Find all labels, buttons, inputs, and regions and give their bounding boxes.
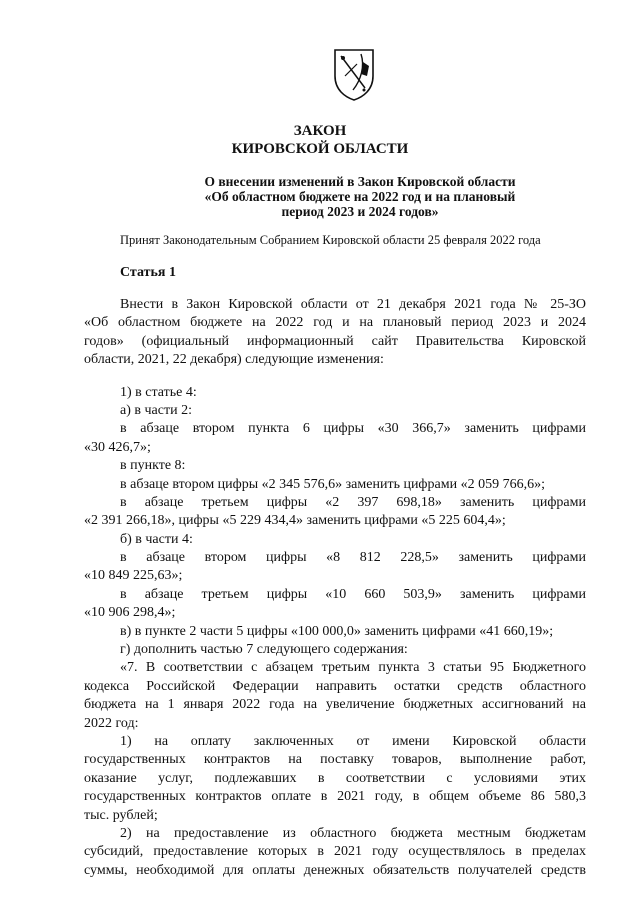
text-line: а) в части 2:	[120, 402, 192, 418]
coat-of-arms-icon	[331, 46, 377, 102]
text-line: в абзаце третьем цифры «2 397 698,18» заменить цифрами	[120, 494, 586, 510]
text-line: «10 906 298,4»;	[84, 605, 176, 621]
text-line: бюджета на 1 января 2022 года на увеличение бюджетных ассигнований на	[84, 697, 586, 713]
document-body	[84, 296, 586, 880]
law-title: ЗАКОН	[293, 123, 347, 139]
text-line: в абзаце втором пункта 6 цифры «30 366,7» заменить цифрами	[120, 421, 586, 437]
text-line: б) в части 4:	[120, 531, 193, 547]
region-title: КИРОВСКОЙ ОБЛАСТИ	[231, 141, 409, 157]
text-line: оказание услуг, подлежавших в соответствии с условиями этих	[84, 770, 586, 786]
text-line: 2) на предоставление из областного бюджета местным бюджетам	[120, 825, 586, 841]
text-line: субсидий, предоставление которых в 2021 году осуществлялось в пределах	[84, 844, 586, 860]
law-subtitle	[150, 174, 570, 219]
text-line: кодекса Российской Федерации направить остатки средств областного	[84, 678, 586, 694]
text-line: государственных контрактов на поставку товаров, выполнение работ,	[84, 752, 586, 768]
text-line: области, 2021, 22 декабря) следующие изменения:	[84, 352, 384, 368]
paragraph-gap	[84, 370, 586, 384]
text-line: «Об областном бюджете на 2022 год и на плановый период 2023 и 2024	[84, 315, 586, 331]
text-line: тыс. рублей;	[84, 807, 158, 823]
text-line: «10 849 225,63»;	[84, 568, 183, 584]
article-heading: Статья 1	[120, 265, 176, 280]
text-line: «30 426,7»;	[84, 439, 151, 455]
subtitle-line: О внесении изменений в Закон Кировской области	[204, 174, 516, 189]
text-line: в) в пункте 2 части 5 цифры «100 000,0» заменить цифрами «41 660,19»;	[120, 623, 554, 639]
text-line: 1) на оплату заключенных от имени Кировской области	[120, 733, 586, 749]
text-line: в абзаце втором цифры «8 812 228,5» заменить цифрами	[120, 550, 586, 566]
text-line: годов» (официальный информационный сайт Правительства Кировской	[84, 333, 586, 349]
text-line: 2022 год:	[84, 715, 139, 731]
text-line: в абзаце втором цифры «2 345 576,6» заменить цифрами «2 059 766,6»;	[120, 476, 545, 492]
subtitle-line: «Об областном бюджете на 2022 год и на плановый	[204, 189, 516, 204]
text-line: суммы, необходимой для оплаты денежных обязательств получателей средств	[84, 862, 586, 878]
text-line: в абзаце третьем цифры «10 660 503,9» заменить цифрами	[120, 586, 586, 602]
subtitle-line: период 2023 и 2024 годов»	[281, 204, 439, 219]
text-line: «7. В соответствии с абзацем третьим пункта 3 статьи 95 Бюджетного	[120, 660, 586, 676]
text-line: 1) в статье 4:	[120, 384, 197, 400]
text-line: государственных контрактов оплате в 2021 году, в общем объеме 86 580,3	[84, 789, 586, 805]
text-line: г) дополнить частью 7 следующего содержания:	[120, 642, 408, 658]
text-line: «2 391 266,18», цифры «5 229 434,4» заменить цифрами «5 225 604,4»;	[84, 513, 506, 529]
text-line: Внести в Закон Кировской области от 21 декабря 2021 года № 25-ЗО	[120, 297, 586, 312]
adoption-note: Принят Законодательным Собранием Кировской области 25 февраля 2022 года	[120, 233, 541, 247]
text-line: в пункте 8:	[120, 458, 186, 474]
